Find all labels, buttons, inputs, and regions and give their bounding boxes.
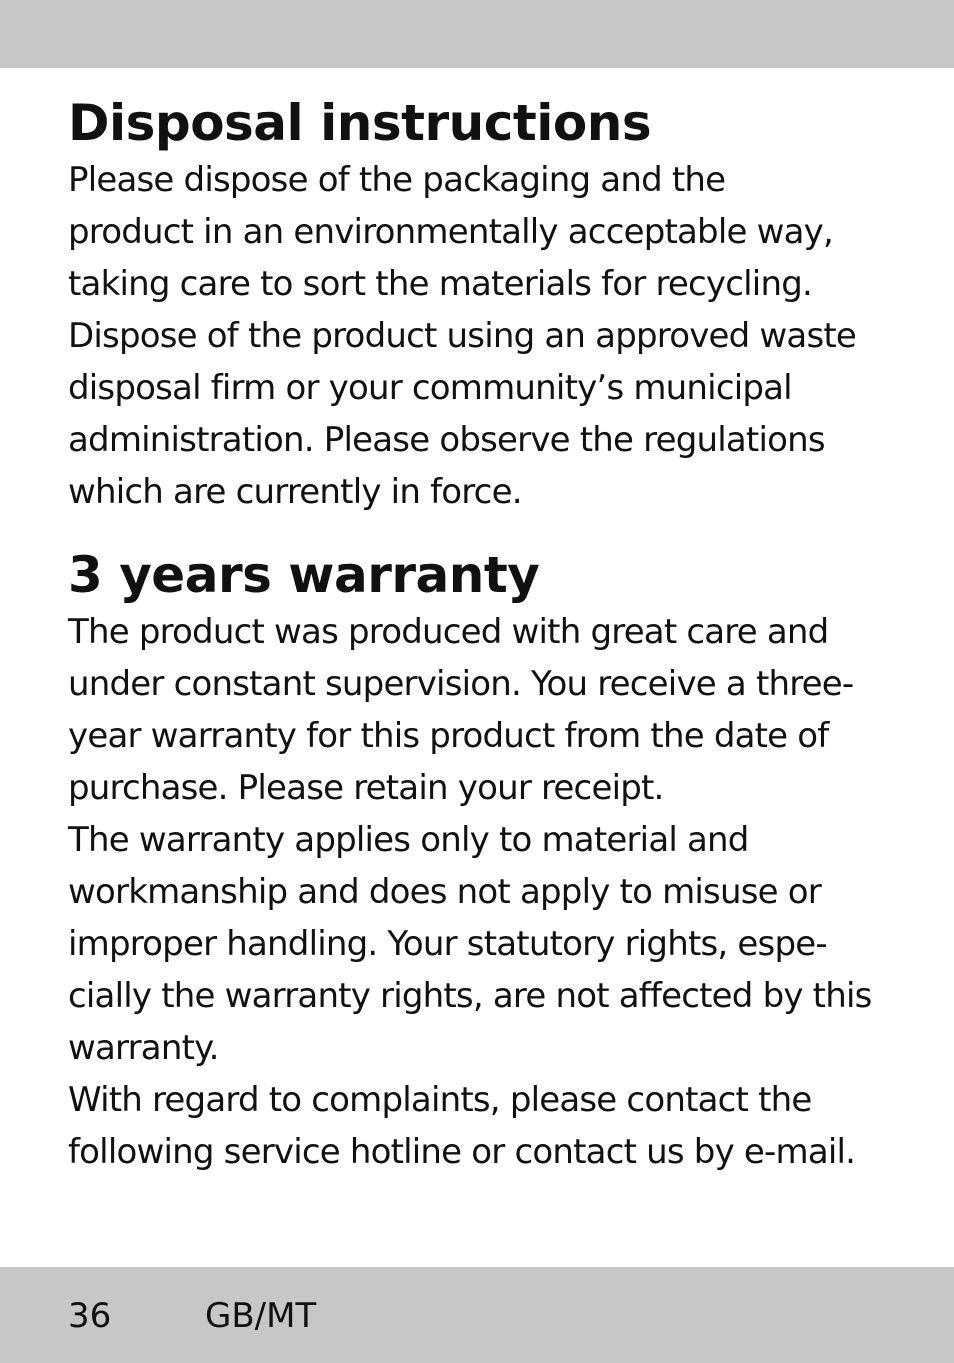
warranty-paragraph-2: The warranty applies only to material and workmanship and does not apply to misuse or improper handling. Your statutory rights, espe- cially the warranty rights, are not affected by this warranty. bbox=[68, 820, 872, 1068]
warranty-paragraph-1: The product was produced with great care and under constant supervision. You receive a three- year warranty for this product from the date of purchase. Please retain your receipt. bbox=[68, 612, 854, 808]
disposal-heading: Disposal instructions bbox=[68, 94, 652, 152]
warranty-paragraph-3: With regard to complaints, please contact the following service hotline or contact us by e-mail. bbox=[68, 1080, 856, 1172]
disposal-section bbox=[68, 92, 898, 518]
warranty-section bbox=[68, 544, 898, 1178]
disposal-text: Please dispose of the packaging and the product in an environmentally acceptable way, taking care to sort the materials for recycling. Dispose of the product using an approved waste disposal firm or your community’s municipal administration. Please observe the regulations which are currently in force. bbox=[68, 160, 857, 512]
header-bar bbox=[0, 0, 954, 68]
footer-bar bbox=[0, 1267, 954, 1363]
locale-code: GB/MT bbox=[205, 1296, 317, 1336]
page-content bbox=[68, 92, 898, 1178]
page-number: 36 bbox=[68, 1296, 112, 1336]
warranty-heading: 3 years warranty bbox=[68, 546, 540, 604]
